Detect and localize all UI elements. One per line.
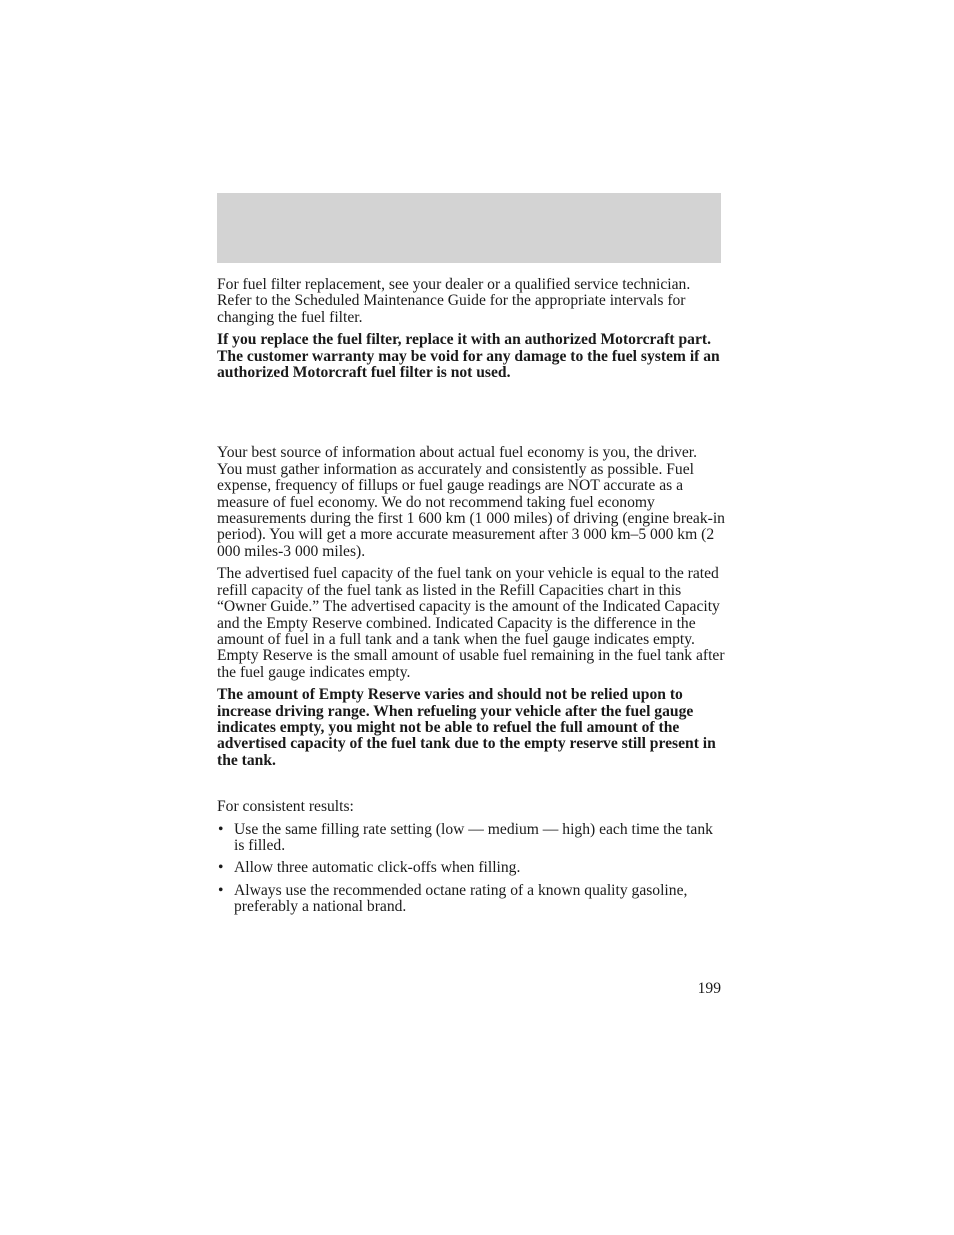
list-item-text: Always use the recommended octane rating of a known quality gasoline, preferably a national brand.	[234, 881, 688, 916]
empty-reserve-warning: The amount of Empty Reserve varies and should not be relied upon to increase driving range. When refueling your vehicle after the fuel gauge indicates empty, you might not be able to refuel the full amount of the advertised capacity of the fuel tank due to the empty reserve still present in the tank.	[217, 686, 716, 769]
section-header-band	[217, 193, 721, 263]
list-item-text: Use the same filling rate setting (low — medium — high) each time the tank is filled.	[234, 820, 713, 854]
fuel-economy-paragraph-1: Your best source of information about actual fuel economy is you, the driver. You must gather information as accurately and consistently as possible. Fuel expense, frequency of fillups or fuel gauge readings are NOT accurate as a measure of fuel economy. We do not recommend taking fuel economy measurements during the first 1 600 km (1 000 miles) of driving (engine break-in period). You will get a more accurate measurement after 3 000 km–5 000 km (2 000 miles-3 000 miles).	[217, 444, 725, 560]
section-spacer	[217, 387, 725, 445]
consistent-results-list	[217, 822, 725, 916]
page-content	[217, 277, 725, 922]
list-item	[217, 883, 725, 916]
page-number: 199	[697, 980, 721, 997]
fuel-filter-paragraph: For fuel filter replacement, see your dealer or a qualified service technician. Refer to the Scheduled Maintenance Guide for the appropriate intervals for changing the fuel filter.	[217, 276, 691, 326]
list-item-text: Allow three automatic click-offs when filling.	[234, 859, 521, 877]
list-item	[217, 822, 725, 855]
bullet-icon: •	[218, 859, 224, 877]
bullet-icon: •	[218, 881, 224, 899]
list-item	[217, 860, 725, 876]
bullet-icon: •	[218, 820, 224, 838]
consistent-results-intro: For consistent results:	[217, 798, 354, 816]
section-spacer	[217, 775, 725, 799]
fuel-filter-warning: If you replace the fuel filter, replace it with an authorized Motorcraft part. The customer warranty may be void for any damage to the fuel system if an authorized Motorcraft fuel filter is not used.	[217, 331, 720, 382]
fuel-economy-paragraph-2: The advertised fuel capacity of the fuel tank on your vehicle is equal to the rated refill capacity of the fuel tank as listed in the Refill Capacities chart in this “Owner Guide.” The advertised capacity is the amount of the Indicated Capacity and the Empty Reserve combined. Indicated Capacity is the difference in the amount of fuel in a full tank and a tank when the fuel gauge indicates empty. Empty Reserve is the small amount of usable fuel remaining in the fuel tank after the fuel gauge indicates empty.	[217, 565, 725, 681]
